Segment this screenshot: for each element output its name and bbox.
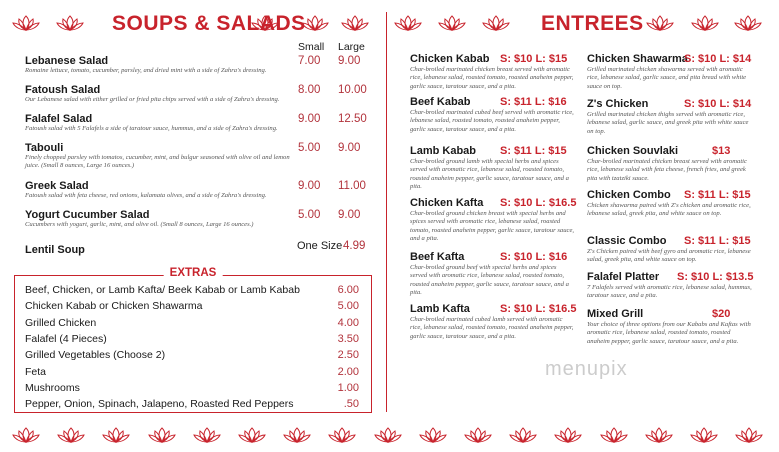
extra-price: 4.00 <box>337 316 359 329</box>
entree-name: Classic Combo <box>587 235 667 247</box>
lotus-icon <box>374 426 402 444</box>
extra-price: 3.50 <box>337 332 359 345</box>
item-description: Fatoush salad with feta cheese, red onions, kalamata olives, and a side of Zahra's dressing. <box>25 192 267 199</box>
entree-price: S: $11 L: $15 <box>684 235 751 247</box>
small-price: 5.00 <box>298 142 321 154</box>
entree-price: S: $11 L: $16 <box>500 96 567 108</box>
extra-name: Grilled Chicken <box>25 316 97 329</box>
entree-item <box>410 197 585 243</box>
lotus-icon <box>301 14 329 32</box>
entree-name: Beef Kafta <box>410 251 465 263</box>
lotus-icon <box>394 14 422 32</box>
salad-item <box>25 84 375 104</box>
entree-description: Grilled marinated chicken thighs served with aromatic rice, lebanese salad, garlic sauce, and greek pita with white sauce on top. <box>587 111 749 135</box>
entree-price: S: $10 L: $16.5 <box>500 197 577 209</box>
column-divider <box>386 12 387 412</box>
lotus-icon <box>645 426 673 444</box>
salad-item <box>25 180 375 200</box>
lotus-icon <box>251 14 279 32</box>
lotus-icon <box>600 426 628 444</box>
entree-name: Lamb Kabab <box>410 145 477 157</box>
lotus-icon <box>283 426 311 444</box>
entree-price: S: $10 L: $13.5 <box>677 271 754 283</box>
item-name: Falafel Salad <box>25 113 93 125</box>
entree-item <box>587 189 762 219</box>
extra-name: Grilled Vegetables (Choose 2) <box>25 349 166 362</box>
lentil-soup <box>25 240 365 258</box>
entree-price: S: $10 L: $14 <box>684 53 752 65</box>
lotus-icon <box>690 426 718 444</box>
lotus-icon <box>12 426 40 444</box>
extras-row <box>25 366 359 378</box>
entree-price: S: $11 L: $15 <box>500 145 567 157</box>
entree-name: Chicken Kabab <box>410 53 490 65</box>
entree-item <box>587 235 762 265</box>
extra-name: Feta <box>25 365 47 378</box>
entree-price: S: $10 L: $16 <box>500 251 568 263</box>
lotus-icon <box>57 426 85 444</box>
lotus-icon <box>328 426 356 444</box>
extras-row <box>25 382 359 394</box>
extras-box <box>14 267 372 413</box>
entree-description: Char-broiled marinated chicken breast served with aromatic rice, lebanese salad, roasted tomato, roasted anaheim pepper, garlic sauce, taratour sauce, and a pita. <box>410 66 574 90</box>
entree-item <box>410 145 585 191</box>
entree-price: S: $10 L: $15 <box>500 53 568 65</box>
item-name: Lebanese Salad <box>25 55 109 67</box>
entree-description: Grilled marinated chicken shawarma served with aromatic rice, lebanese salad, garlic sauce, and pita bread with white sauce on top. <box>587 66 747 90</box>
entree-description: Char-broiled ground chicken breast with special herbs and spices served with aromatic rice, lebanese salad, roasted tomato, roasted anaheim pepper, garlic sauce, taratour sauce, and a pita. <box>410 210 575 242</box>
entree-item <box>587 308 762 346</box>
extras-row <box>25 398 359 410</box>
extra-name: Beef, Chicken, or Lamb Kafta/ Beek Kabab or Lamb Kabab <box>25 284 300 296</box>
entrees-title: ENTREES <box>541 12 644 35</box>
extra-price: 2.50 <box>337 349 359 362</box>
extra-name: Pepper, Onion, Spinach, Jalapeno, Roasted Red Peppers <box>25 398 294 411</box>
small-header: Small <box>298 41 325 53</box>
extras-row <box>25 300 359 312</box>
entree-price: S: $10 L: $14 <box>684 98 752 110</box>
extra-name: Mushrooms <box>25 381 80 394</box>
entree-item <box>587 145 762 183</box>
entree-item <box>410 251 585 297</box>
entree-description: Char-broiled marinated cubed beef served with aromatic rice, lebanese salad, roasted tomato, roasted anaheim pepper, garlic sauce, taratour sauce, and a pita. <box>410 109 574 133</box>
item-name: Tabouli <box>25 142 64 154</box>
extras-row <box>25 284 359 296</box>
lotus-icon <box>554 426 582 444</box>
entree-description: Z's Chicken paired with beef gyro and aromatic rice, lebanese salad, greek pita, and white sauce on top. <box>587 248 751 264</box>
extra-name: Chicken Kabab or Chicken Shawarma <box>25 300 203 313</box>
item-name: Greek Salad <box>25 180 89 192</box>
large-price: 9.00 <box>338 142 361 154</box>
entree-name: Mixed Grill <box>587 308 644 320</box>
small-price: 5.00 <box>298 209 321 221</box>
menupix-watermark: menupix <box>545 358 628 380</box>
lotus-icon <box>464 426 492 444</box>
entree-item <box>587 98 762 136</box>
extra-price: 1.00 <box>337 381 359 394</box>
entree-name: Lamb Kafta <box>410 303 470 315</box>
entree-price: S: $11 L: $15 <box>684 189 751 201</box>
lotus-icon <box>735 426 763 444</box>
lotus-icon <box>102 426 130 444</box>
large-price: 11.00 <box>338 180 366 192</box>
entree-price: $13 <box>712 145 731 157</box>
item-name: Yogurt Cucumber Salad <box>25 209 150 221</box>
small-price: 7.00 <box>298 55 321 67</box>
large-price: 9.00 <box>338 55 361 67</box>
large-price: 10.00 <box>338 84 367 96</box>
salad-item <box>25 113 375 133</box>
entree-name: Chicken Shawarma <box>587 53 688 65</box>
lotus-icon <box>238 426 266 444</box>
entree-name: Falafel Platter <box>587 271 660 283</box>
item-description: Our Lebanese salad with either grilled or fried pita chips served with a side of Zahra's dressing. <box>25 96 280 103</box>
lotus-icon <box>341 14 369 32</box>
entree-item <box>587 53 762 91</box>
lotus-icon <box>482 14 510 32</box>
extra-price: .50 <box>343 398 359 411</box>
item-description: Cucumbers with yogurt, garlic, mint, and olive oil. (Small 8 ounces, Large 16 ounces.) <box>25 221 254 228</box>
lotus-icon <box>509 426 537 444</box>
entree-name: Beef Kabab <box>410 96 471 108</box>
entree-item <box>410 96 585 134</box>
extra-price: 5.00 <box>337 300 359 313</box>
entree-item <box>410 53 585 91</box>
entree-description: Char-broiled marinated cubed lamb served with aromatic rice, lebanese salad, roasted tomato, roasted anaheim pepper, garlic sauce, taratour sauce, and a pita. <box>410 316 574 340</box>
soup-size: One Size <box>297 240 343 252</box>
lotus-icon <box>438 14 466 32</box>
lotus-icon <box>691 14 719 32</box>
item-description: Finely chopped parsley with tomatos, cucumber, mint, and bulgur seasoned with olive oil and lemon juice. (Small 8 ounces, Large 16 ounces.) <box>25 154 290 170</box>
item-name: Fatoush Salad <box>25 84 101 96</box>
extras-title: EXTRAS <box>164 267 223 279</box>
extras-row <box>25 317 359 329</box>
extra-price: 6.00 <box>337 284 359 296</box>
extras-row <box>25 333 359 345</box>
salad-item <box>25 55 375 75</box>
soup-name: Lentil Soup <box>25 244 85 256</box>
salad-item <box>25 209 375 229</box>
entree-description: Char-broiled ground lamb with special herbs and spices served with aromatic rice, lebanese salad, roasted tomato, roasted anaheim pepper, garlic sauce, taratour sauce, and a pita. <box>410 158 569 190</box>
large-header: Large <box>338 41 365 53</box>
entree-name: Chicken Kafta <box>410 197 484 209</box>
entree-item <box>410 303 585 341</box>
lotus-icon <box>12 14 40 32</box>
small-price: 8.00 <box>298 84 321 96</box>
large-price: 12.50 <box>338 113 367 125</box>
salad-item <box>25 142 375 171</box>
entree-price: S: $10 L: $16.5 <box>500 303 577 315</box>
entree-price: $20 <box>712 308 731 320</box>
large-price: 9.00 <box>338 209 361 221</box>
soups-salads-title: SOUPS & SALADS <box>112 12 306 35</box>
entree-name: Z's Chicken <box>587 98 649 110</box>
soup-price: 4.99 <box>343 240 366 252</box>
item-description: Fatoush salad with 5 Falafels a side of taratour sauce, hummus, and a side of Zahra's dressing. <box>25 125 278 132</box>
extra-price: 2.00 <box>337 365 359 378</box>
entree-name: Chicken Souvlaki <box>587 145 679 157</box>
lotus-icon <box>56 14 84 32</box>
small-price: 9.00 <box>298 113 321 125</box>
extras-row <box>25 349 359 361</box>
lotus-icon <box>734 14 762 32</box>
lotus-icon <box>148 426 176 444</box>
entree-description: Char-broiled marinated chicken breast served with aromatic rice, lebanese salad with feta cheese, french fries, and greek pita with tzatziki sauce. <box>587 158 747 182</box>
entree-description: 7 Falafels served with aromatic rice, lebanese salad, hummus, taratour sauce, and a pita. <box>587 284 752 300</box>
entree-description: Chicken shawarma paired with Z's chicken and aromatic rice, lebanese salad, greek pita, and white sauce on top. <box>587 202 751 218</box>
extra-name: Falafel (4 Pieces) <box>25 332 107 345</box>
item-description: Romaine lettuce, tomato, cucumber, parsley, and dried mint with a side of Zahra's dressing. <box>25 67 267 74</box>
entree-description: Char-broiled ground beef with special herbs and spices served with aromatic rice, lebanese salad, roasted tomato, roasted anaheim pepper, garlic sauce, taratour sauce, and a pita. <box>410 264 569 296</box>
lotus-icon <box>193 426 221 444</box>
entree-description: Your choice of three options from our Kababs and Kaftas with aromatic rice, lebanese salad, roasted tomato, roasted anaheim pepper, garlic sauce, taratour sauce, and a pita. <box>587 321 751 345</box>
lotus-icon <box>419 426 447 444</box>
small-price: 9.00 <box>298 180 321 192</box>
entree-name: Chicken Combo <box>587 189 671 201</box>
lotus-icon <box>646 14 674 32</box>
entree-item <box>587 271 762 301</box>
